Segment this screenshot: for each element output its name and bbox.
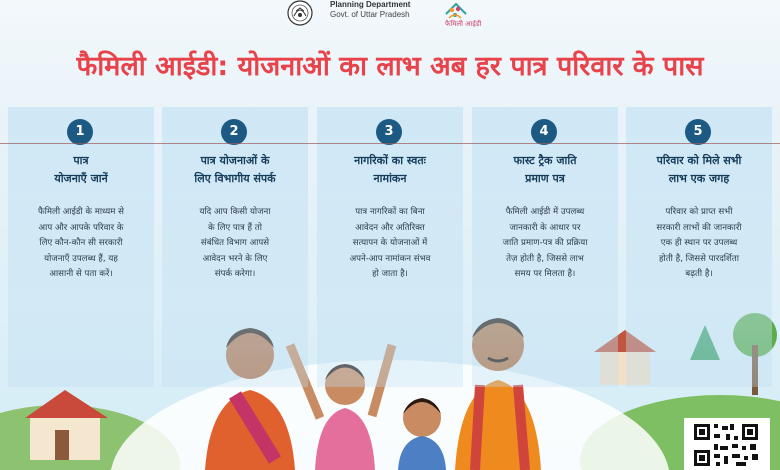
step-description-line: के लिए पात्र हैं तो [208, 222, 262, 233]
step-card-3 [317, 107, 463, 387]
step-description [632, 205, 766, 283]
state-emblem-icon [278, 0, 322, 30]
step-description [14, 205, 148, 283]
step-number: 5 [685, 119, 711, 145]
header [0, 0, 780, 40]
department-name: Planning Department [330, 0, 411, 9]
step-number: 2 [221, 119, 247, 145]
step-description-line: सरकारी लाभों की जानकारी [656, 222, 742, 233]
step-title-line2: प्रमाण पत्र [525, 172, 565, 185]
step-title [166, 152, 304, 188]
step-title-line1: नागरिकों का स्वतः [354, 154, 426, 167]
step-title [630, 152, 768, 188]
step-description-line: आसानी से पता करें। [49, 269, 113, 279]
step-description-line: संपर्क करेगा। [214, 269, 256, 279]
step-description [168, 205, 302, 283]
step-number: 1 [67, 119, 93, 145]
step-description-line: आवेदन भरने के लिए [202, 253, 268, 264]
step-number: 4 [531, 119, 557, 145]
step-card-1 [8, 107, 154, 387]
department-state: Govt. of Uttar Pradesh [330, 10, 410, 19]
step-description-line: सत्यापन के योजनाओं में [352, 238, 428, 248]
step-description-line: जानकारी के आधार पर [509, 222, 581, 233]
step-description-line: योजनाएँ उपलब्ध हैं, यह [44, 253, 118, 264]
step-card-2 [162, 107, 308, 387]
step-title-line2: लिए विभागीय संपर्क [194, 172, 276, 185]
steps-panel [8, 107, 772, 387]
step-description-line: पात्र नागरिकों का बिना [355, 207, 425, 217]
step-title-line1: पात्र [73, 154, 89, 167]
step-card-5 [626, 107, 772, 387]
step-description-line: जाति प्रमाण-पत्र की प्रक्रिया [502, 238, 588, 248]
step-description [478, 205, 612, 283]
step-description-line: फैमिली आईडी के माध्यम से [38, 207, 124, 217]
step-description-line: हो जाता है। [372, 269, 408, 279]
step-title-line1: परिवार को मिले सभी [656, 154, 742, 167]
headline: फैमिली आईडी: योजनाओं का लाभ अब हर पात्र परिवार के पास [76, 51, 704, 82]
step-description-line: समय पर मिलता है। [514, 269, 576, 279]
qr-code-icon[interactable] [684, 418, 770, 470]
divider-line [0, 143, 780, 144]
step-description-line: आवेदन और अतिरिक्त [355, 222, 425, 233]
step-title [476, 152, 614, 188]
step-title-line2: नामांकन [373, 172, 407, 185]
step-description-line: फैमिली आईडी में उपलब्ध [505, 207, 585, 217]
step-description-line: संबंधित विभाग आपसे [200, 238, 270, 248]
step-description-line: आप और आपके परिवार के [38, 222, 124, 233]
step-description-line: परिवार को प्राप्त सभी [665, 207, 733, 217]
step-description [323, 205, 457, 283]
step-title-line1: पात्र योजनाओं के [200, 154, 270, 167]
step-description-line: होती है, जिससे पारदर्शिता [658, 253, 739, 264]
family-id-logo-text: फैमिली आईडी [445, 20, 482, 28]
step-description-line: लिए कौन-कौन सी सरकारी [39, 238, 123, 248]
step-title-line2: योजनाएँ जानें [54, 172, 108, 185]
step-title [321, 152, 459, 188]
step-description-line: एक ही स्थान पर उपलब्ध [660, 238, 738, 248]
step-title-line1: फास्ट ट्रैक जाति [513, 154, 577, 167]
step-description-line: यदि आप किसी योजना [199, 207, 271, 217]
step-card-4 [472, 107, 618, 387]
step-description-line: तेज़ होती है, जिससे लाभ [506, 253, 584, 264]
step-number: 3 [376, 119, 402, 145]
step-title-line2: लाभ एक जगह [668, 172, 730, 185]
step-description-line: बढ़ती है। [685, 269, 713, 279]
step-description-line: अपने-आप नामांकन संभव [349, 253, 431, 264]
step-title [12, 152, 150, 188]
